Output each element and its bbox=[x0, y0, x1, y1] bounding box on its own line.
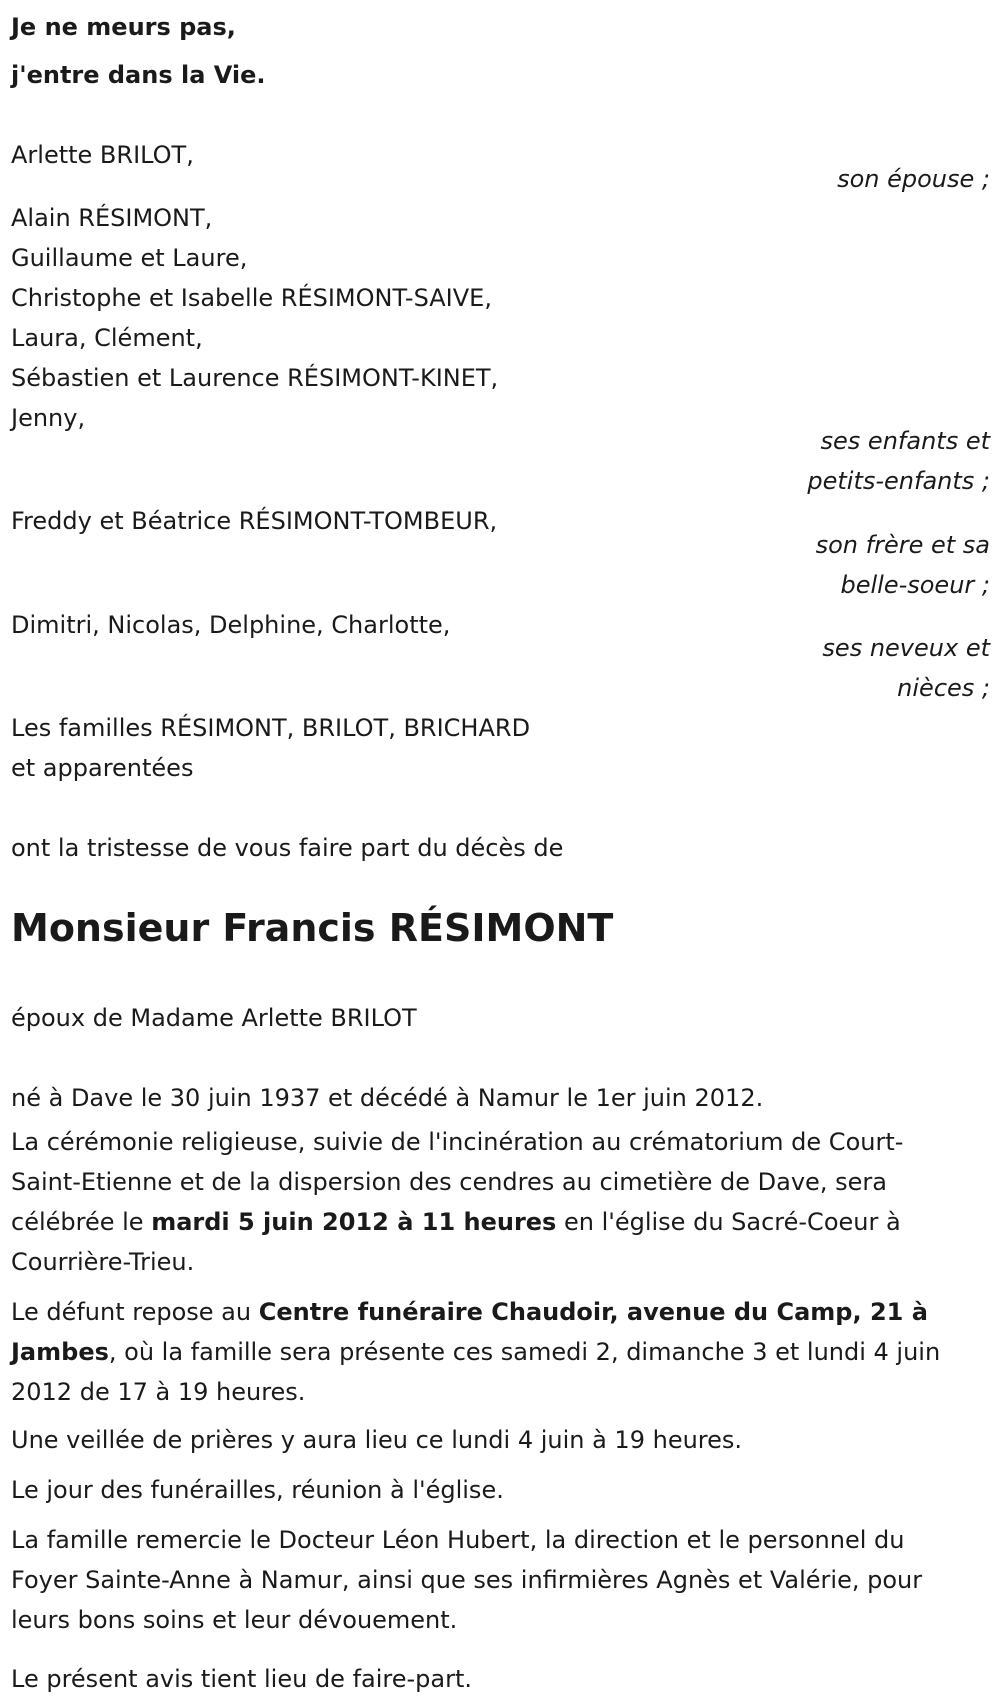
family-name: Jenny, bbox=[11, 404, 86, 432]
rest-text: Le défunt repose au bbox=[11, 1298, 259, 1326]
family-name: Dimitri, Nicolas, Delphine, Charlotte, bbox=[11, 611, 451, 639]
birth-death-line: né à Dave le 30 juin 1937 et décédé à Namur le 1er juin 2012. bbox=[11, 1084, 764, 1112]
ceremony-text: La cérémonie religieuse, suivie de l'incinération au crématorium de Court-Saint-Etienne et de la dispersion des cendres au cimetière de Dave, sera célébrée le bbox=[11, 1128, 904, 1236]
family-name: Guillaume et Laure, bbox=[11, 244, 248, 272]
relation-label: ses neveux et bbox=[822, 634, 990, 662]
relation-label: nièces ; bbox=[897, 674, 990, 702]
ceremony-location: en l'église du Sacré-Coeur à Courrière-Trieu. bbox=[11, 1208, 901, 1276]
funeral-day-line: Le jour des funérailles, réunion à l'église. bbox=[11, 1476, 504, 1504]
family-name: et apparentées bbox=[11, 754, 194, 782]
deceased-name: Monsieur Francis RÉSIMONT bbox=[11, 906, 614, 950]
relation-label: son frère et sa bbox=[815, 531, 990, 559]
funeral-home-address: Centre funéraire Chaudoir, avenue du Camp, 21 à Jambes bbox=[11, 1298, 928, 1366]
relation-label: petits-enfants ; bbox=[807, 467, 990, 495]
relation-label: ses enfants et bbox=[820, 427, 990, 455]
announcement-text: ont la tristesse de vous faire part du décès de bbox=[11, 834, 564, 862]
spouse-line: époux de Madame Arlette BRILOT bbox=[11, 1004, 417, 1032]
vigil-line: Une veillée de prières y aura lieu ce lundi 4 juin à 19 heures. bbox=[11, 1426, 743, 1454]
family-name: Les familles RÉSIMONT, BRILOT, BRICHARD bbox=[11, 714, 531, 742]
relation-label: belle-soeur ; bbox=[840, 571, 990, 599]
relation-label: son épouse ; bbox=[837, 165, 990, 193]
family-name: Freddy et Béatrice RÉSIMONT-TOMBEUR, bbox=[11, 507, 498, 535]
epigraph-line-1: Je ne meurs pas, bbox=[11, 13, 236, 41]
epigraph-line-2: j'entre dans la Vie. bbox=[11, 61, 266, 89]
thanks-paragraph: La famille remercie le Docteur Léon Hubert, la direction et le personnel du Foyer Sainte-Anne à Namur, ainsi que ses infirmières Agnès et Valérie, pour leurs bons soins et leur dévouement. bbox=[11, 1526, 923, 1634]
ceremony-datetime: mardi 5 juin 2012 à 11 heures bbox=[151, 1208, 557, 1236]
closing-line: Le présent avis tient lieu de faire-part. bbox=[11, 1665, 473, 1693]
family-name: Arlette BRILOT, bbox=[11, 141, 194, 169]
family-name: Alain RÉSIMONT, bbox=[11, 204, 213, 232]
family-name: Christophe et Isabelle RÉSIMONT-SAIVE, bbox=[11, 284, 492, 312]
rest-paragraph bbox=[11, 1292, 971, 1412]
visiting-hours: , où la famille sera présente ces samedi 2, dimanche 3 et lundi 4 juin 2012 de 17 à 19 heures. bbox=[11, 1338, 941, 1406]
family-name: Laura, Clément, bbox=[11, 324, 203, 352]
family-name: Sébastien et Laurence RÉSIMONT-KINET, bbox=[11, 364, 499, 392]
ceremony-paragraph bbox=[11, 1122, 971, 1282]
